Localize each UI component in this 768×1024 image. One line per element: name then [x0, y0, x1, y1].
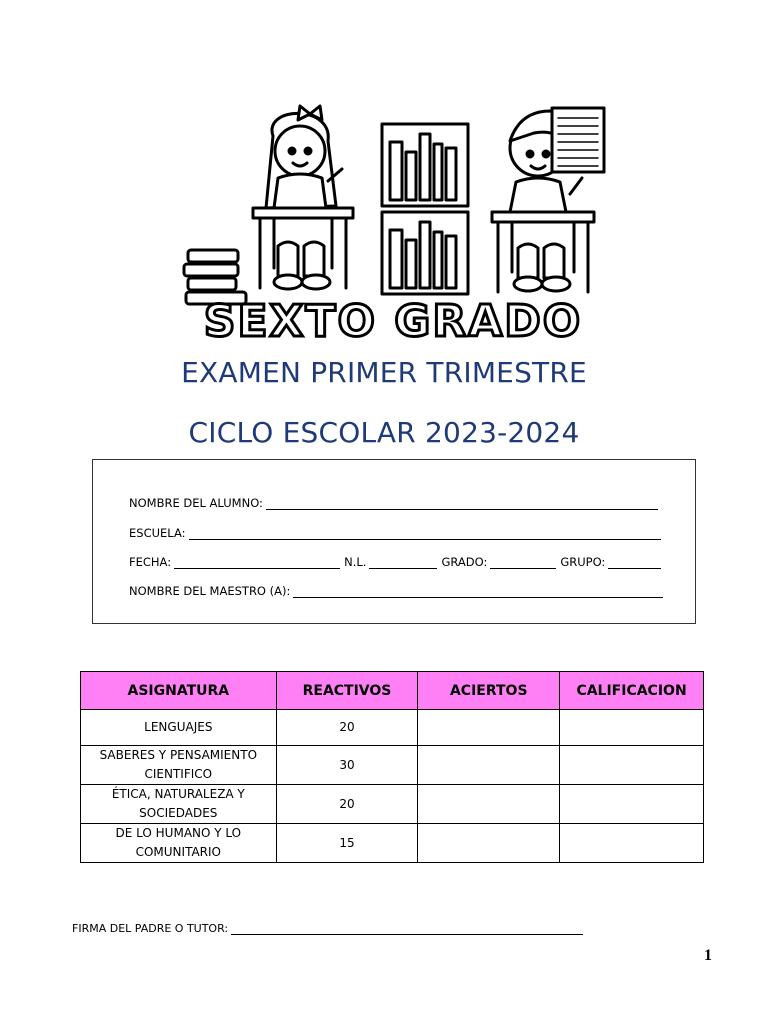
group-field[interactable]: [608, 557, 661, 569]
grade-cell[interactable]: [560, 824, 704, 863]
bookshelf-icon: [382, 124, 468, 294]
school-label: ESCUELA:: [129, 526, 186, 540]
teacher-name-field[interactable]: [293, 586, 663, 598]
list-number-field[interactable]: [369, 557, 437, 569]
table-row: [81, 785, 704, 824]
correct-cell[interactable]: [418, 746, 560, 785]
grade-label: GRADO:: [441, 555, 488, 569]
subject-cell: DE LO HUMANO Y LO COMUNITARIO: [81, 824, 277, 863]
grade-cell[interactable]: [560, 710, 704, 746]
subject-cell: LENGUAJES: [81, 710, 277, 746]
date-label: FECHA:: [129, 555, 172, 569]
items-cell: 20: [276, 710, 418, 746]
subject-cell: ÉTICA, NATURALEZA Y SOCIEDADES: [81, 785, 277, 824]
sexto-grado-illustration: [178, 96, 608, 346]
school-year-title: CICLO ESCOLAR 2023-2024: [188, 416, 580, 449]
correct-cell[interactable]: [418, 710, 560, 746]
parent-signature-line: [72, 922, 587, 935]
student-name-label: NOMBRE DEL ALUMNO:: [129, 496, 263, 510]
exam-title: EXAMEN PRIMER TRIMESTRE: [181, 356, 587, 389]
items-cell: 15: [276, 824, 418, 863]
girl-at-desk-icon: [253, 106, 353, 289]
school-field[interactable]: [189, 528, 661, 540]
table-row: [81, 746, 704, 785]
date-line: [129, 555, 665, 569]
grades-table: [80, 671, 704, 863]
notebook-icon: [552, 108, 604, 172]
teacher-name-line: [129, 584, 667, 598]
grades-header-row: [81, 672, 704, 710]
header-asignatura: ASIGNATURA: [81, 672, 277, 710]
sexto-grado-banner: SEXTO GRADO: [203, 296, 583, 346]
grade-cell[interactable]: [560, 785, 704, 824]
school-line: [129, 526, 665, 540]
items-cell: 30: [276, 746, 418, 785]
student-name-line: [129, 496, 662, 510]
student-name-field[interactable]: [266, 498, 658, 510]
parent-signature-field[interactable]: [231, 923, 583, 935]
student-info-box: [92, 459, 696, 624]
items-cell: 20: [276, 785, 418, 824]
header-calificacion: CALIFICACION: [560, 672, 704, 710]
parent-signature-label: FIRMA DEL PADRE O TUTOR:: [72, 922, 229, 935]
header-reactivos: REACTIVOS: [276, 672, 418, 710]
group-label: GRUPO:: [560, 555, 606, 569]
date-field[interactable]: [174, 557, 340, 569]
header-aciertos: ACIERTOS: [418, 672, 560, 710]
subject-cell: SABERES Y PENSAMIENTO CIENTIFICO: [81, 746, 277, 785]
correct-cell[interactable]: [418, 824, 560, 863]
grade-field[interactable]: [490, 557, 556, 569]
page-number: 1: [704, 947, 712, 964]
teacher-name-label: NOMBRE DEL MAESTRO (A):: [129, 584, 291, 598]
list-number-label: N.L.: [344, 555, 367, 569]
table-row: [81, 710, 704, 746]
grade-cell[interactable]: [560, 746, 704, 785]
correct-cell[interactable]: [418, 785, 560, 824]
table-row: [81, 824, 704, 863]
